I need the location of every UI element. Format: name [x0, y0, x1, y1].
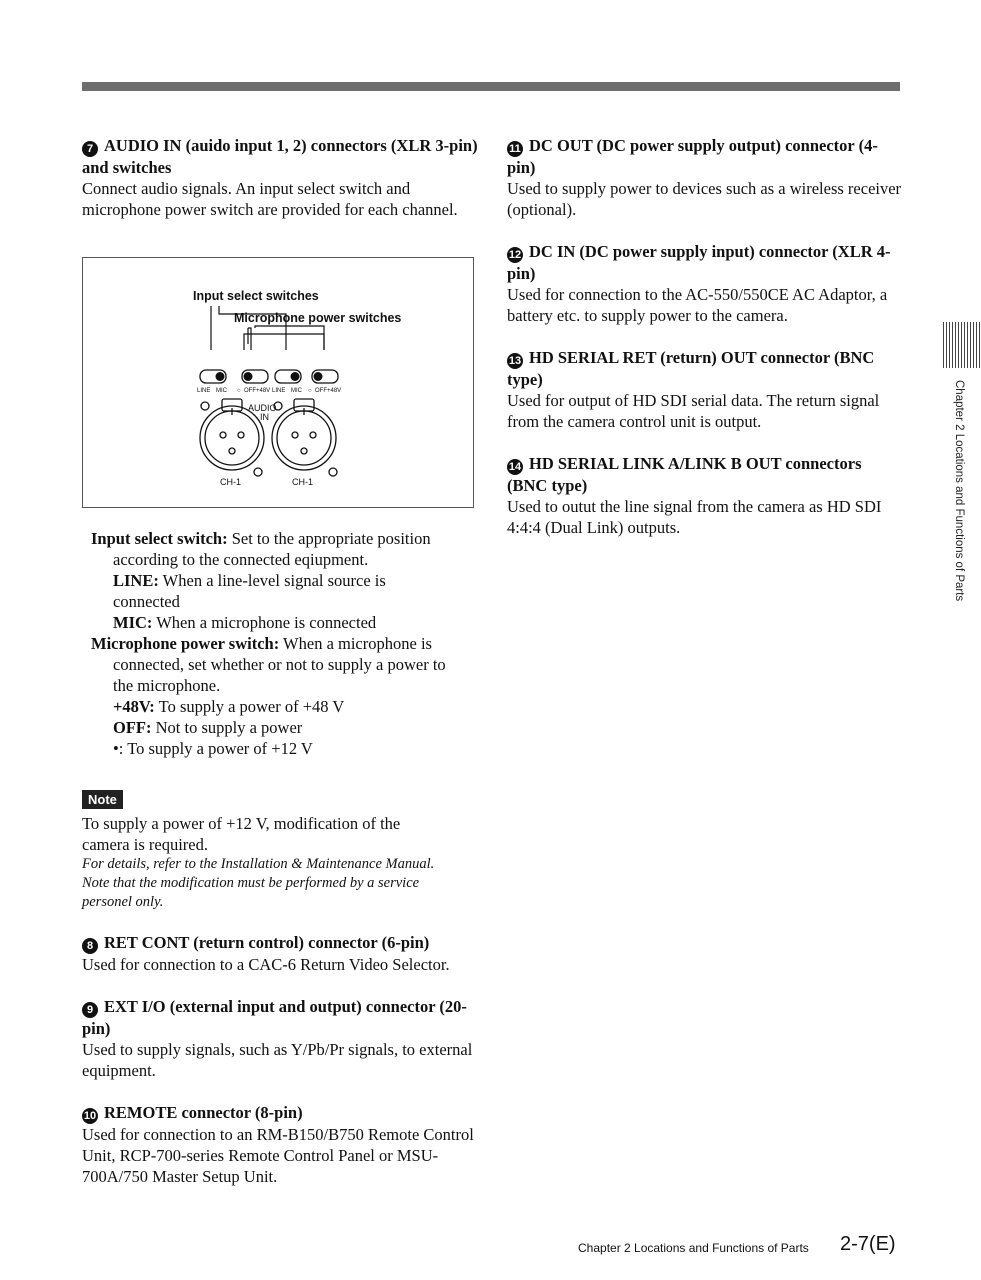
chapter-tab-marker: [943, 322, 981, 368]
section-body: Connect audio signals. An input select switch and microphone power switch are provided for each channel.: [82, 179, 458, 219]
svg-text:LINE: LINE: [197, 388, 211, 394]
switch-description: Input select switch: Set to the appropriate position according to the connected eqiupment. LINE: When a line-level signal source is connected MIC: When a microphone is connected Microphone power switch: When a microphone is connected, set whether or not to supply a power to the microphone. +48V: To supply a power of +48 V OFF: Not to supply a power •: To supply a power of +12 V: [91, 529, 446, 758]
section-number: 14: [508, 461, 522, 473]
svg-text:CH-1: CH-1: [220, 477, 242, 487]
svg-text:IN: IN: [260, 412, 269, 422]
svg-text:OFF: OFF: [244, 388, 256, 394]
svg-text:MIC: MIC: [216, 388, 227, 394]
svg-text:○: ○: [237, 388, 241, 394]
section-hd-serial-ret: 13 HD SERIAL RET (return) OUT connector (BNC type) Used for output of HD SDI serial data. The return signal from the camera control unit is output.: [507, 348, 880, 431]
audio-in-figure: [82, 257, 474, 508]
input-select-label: Input select switch:: [91, 529, 228, 548]
section-hd-serial-link: 14 HD SERIAL LINK A/LINK B OUT connectors (BNC type) Used to outut the line signal from the camera as HD SDI 4:4:4 (Dual Link) outputs.: [507, 454, 882, 537]
section-number: 9: [82, 1002, 98, 1018]
footer-chapter: Chapter 2 Locations and Functions of Parts: [578, 1241, 809, 1255]
note-badge: Note: [82, 790, 123, 809]
connector-labels: [220, 403, 313, 487]
section-number: 8: [82, 938, 98, 954]
note-text: To supply a power of +12 V, modification of the camera is required. For details, refer to the Installation & Maintenance Manual. Note that the modification must be performed by a service personel only.: [82, 814, 435, 910]
section-dc-in: 12 DC IN (DC power supply input) connector (XLR 4-pin) Used for connection to the AC-550/550CE AC Adaptor, a battery etc. to supply power to the camera.: [507, 242, 891, 325]
left-column-top: [82, 135, 482, 220]
right-column: [507, 135, 902, 538]
section-ext-io: 9 EXT I/O (external input and output) connector (20-pin) Used to supply signals, such as Y/Pb/Pr signals, to external equipment.: [82, 997, 473, 1080]
switches: [200, 370, 338, 383]
section-remote: 10 REMOTE connector (8-pin) Used for connection to an RM-B150/B750 Remote Control Unit, RCP-700-series Remote Control Panel or MSU-700A/750 Master Setup Unit.: [82, 1103, 474, 1186]
left-column-bottom: [82, 932, 482, 1187]
mic-power-label: Microphone power switch:: [91, 634, 280, 653]
svg-text:○: ○: [308, 388, 312, 394]
header-rule: [82, 82, 900, 91]
section-heading: [82, 135, 482, 178]
audio-panel-diagram: [83, 258, 473, 507]
chapter-side-label: Chapter 2 Locations and Functions of Parts: [953, 380, 965, 602]
svg-text:MIC: MIC: [291, 388, 302, 394]
section-number: 12: [508, 249, 522, 261]
section-number: 10: [83, 1110, 97, 1122]
section-audio-in: [82, 135, 482, 220]
switch-labels: [197, 388, 341, 394]
section-number: 13: [508, 355, 522, 367]
section-dc-out: 11 DC OUT (DC power supply output) connector (4-pin) Used to supply power to devices such as a wireless receiver (optional).: [507, 136, 902, 219]
label-input-select: Input select switches: [193, 289, 319, 303]
svg-text:+48V: +48V: [256, 388, 271, 394]
section-number: 11: [507, 141, 523, 157]
label-mic-power: Microphone power switches: [234, 311, 402, 325]
svg-text:LINE: LINE: [272, 388, 286, 394]
section-number: 7: [82, 141, 98, 157]
section-ret-cont: 8 RET CONT (return control) connector (6-pin) Used for connection to a CAC-6 Return Video Selector.: [82, 933, 450, 974]
section-title: AUDIO IN (auido input 1, 2) connectors (XLR 3-pin) and switches: [82, 136, 478, 177]
page-number: 2-7(E): [840, 1233, 896, 1255]
svg-text:+48V: +48V: [327, 388, 342, 394]
svg-text:AUDIO: AUDIO: [248, 403, 277, 413]
svg-text:OFF: OFF: [315, 388, 327, 394]
svg-text:CH-1: CH-1: [292, 477, 314, 487]
